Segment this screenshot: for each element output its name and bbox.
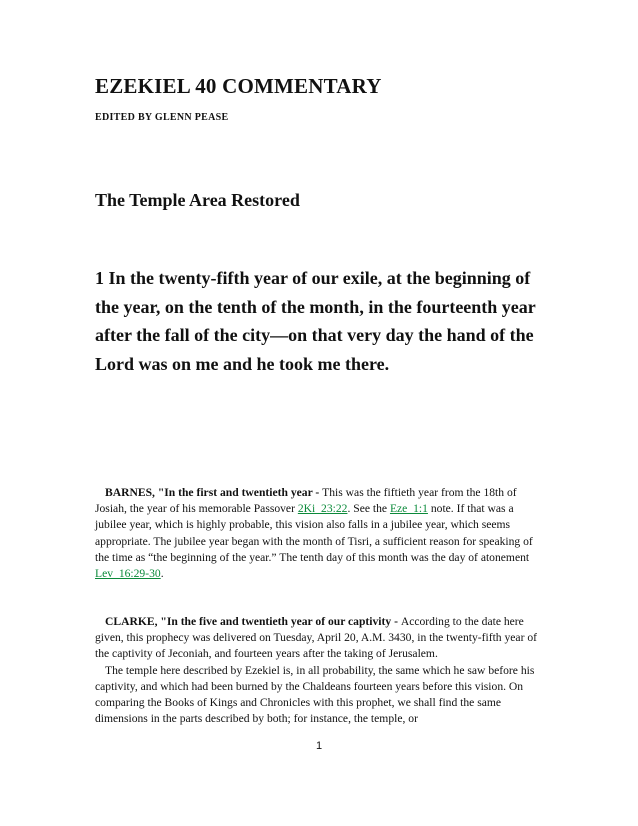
barnes-text-3: note. If that was a jubilee year, which is highly probable, this vision also falls in a jubilee year, which seems appropriate. The jubilee year began with the month of Tisri, a sufficient reason for speaking of the time as “the beginning of the year.” The tenth day of this month was the day of atonement — [95, 502, 533, 564]
page-number: 1 — [315, 740, 323, 752]
barnes-commentary — [95, 485, 543, 582]
clarke-paragraph-1 — [95, 614, 543, 663]
barnes-paragraph — [95, 485, 543, 582]
section-heading: The Temple Area Restored — [95, 190, 300, 210]
barnes-text-2: . See the — [347, 502, 390, 516]
barnes-lead: BARNES, "In the first and twentieth year - — [105, 486, 323, 499]
scripture-link-eze[interactable]: Eze_1:1 — [389, 502, 428, 516]
clarke-paragraph-2: The temple here described by Ezekiel is, in all probability, the same which he saw before his captivity, and which had been burned by the Chaldeans fourteen years before this vision. On comparing the Books of Kings and Chronicles with this prophet, we shall find the same dimensions in the parts described by both; for instance, the temple, or — [95, 663, 535, 726]
barnes-text-1: This was the fiftieth year from the 18th of Josiah, the year of his memorable Passover — [95, 486, 517, 516]
scripture-link-2ki[interactable]: 2Ki_23:22 — [297, 502, 348, 516]
clarke-text-1: According to the date here given, this prophecy was delivered on Tuesday, April 20, A.M. 3430, in the twenty-fifth year of the captivity of Jeconiah, and fourteen years after the taking of Jerusalem. — [95, 615, 537, 661]
scripture-link-lev[interactable]: Lev_16:29-30 — [95, 567, 161, 581]
barnes-text-4: . — [160, 567, 164, 581]
document-editor: EDITED BY GLENN PEASE — [95, 112, 229, 123]
clarke-commentary — [95, 614, 543, 727]
clarke-lead: CLARKE, "In the five and twentieth year of our captivity - — [105, 615, 401, 628]
document-title: EZEKIEL 40 COMMENTARY — [95, 74, 382, 98]
verse-text: 1 In the twenty-fifth year of our exile, at the beginning of the year, on the tenth of the month, in the fourteenth year after the fall of the city—on that very day the hand of the Lord was on me and he took me there. — [95, 268, 536, 374]
